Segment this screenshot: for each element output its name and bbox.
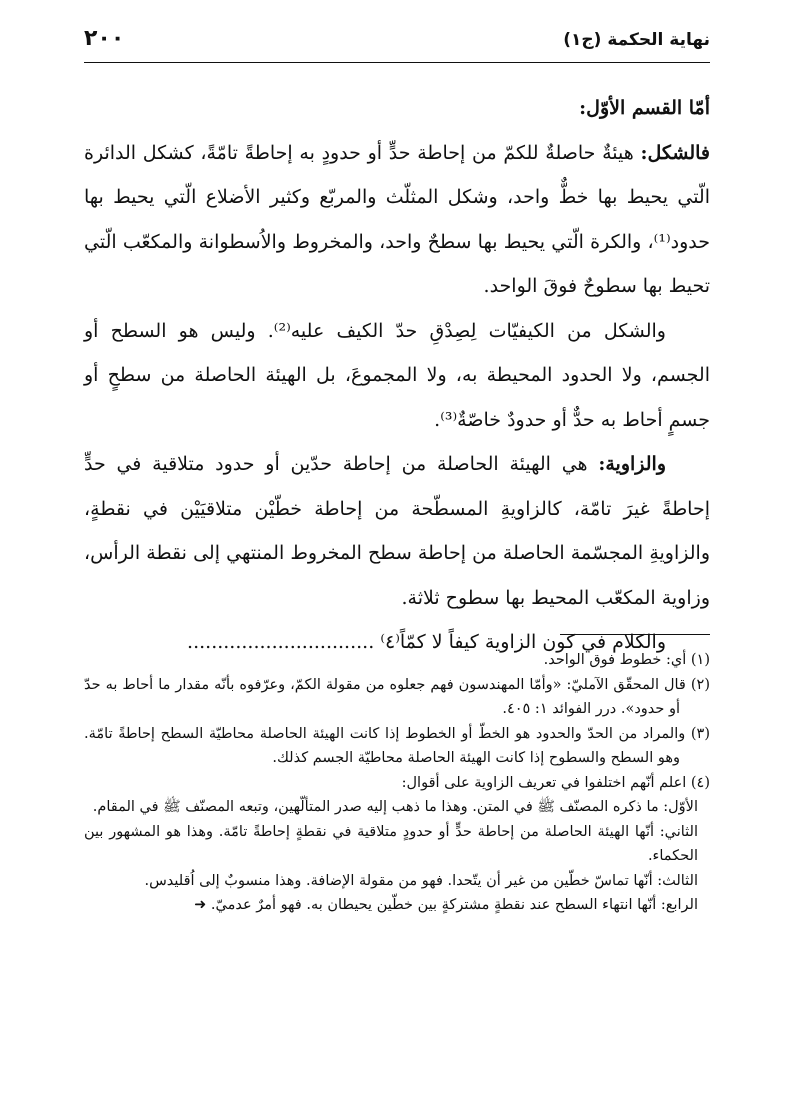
footnote-1: (١) أي: خطوط فوق الواحد.: [543, 652, 710, 668]
angle-paragraph: [84, 442, 710, 620]
footnote-4-fourth-view: [84, 893, 710, 918]
footnote-4-fourth-text: الرابع: أنّها انتهاء السطح عند نقطةٍ مشتركةٍ بين خطّين يحيطان به. فهو أمرٌ عدميّ.: [210, 897, 698, 913]
footnote-4-second-view: الثاني: أنّها الهيئة الحاصلة من إحاطة حدٍّ أو حدودٍ متلاقية في نقطةٍ إحاطةً تامّة. وهذا هو المشهور بين الحكماء.: [84, 823, 698, 864]
shape-definition: هيئةٌ حاصلةٌ للكمّ من إحاطة حدٍّ أو حدودٍ به إحاطةً تامّةً، كشكل الدائرة الّتي يحيط بها خطٌّ واحد، وشكل المثلّث والمربّع وكثير الأضلاع الّتي يحيط بها حدود⁽¹⁾، والكرة الّتي يحيط بها سطحٌ واحد، والمخروط والاُسطوانة والمكعّب الّتي تحيط بها سطوحٌ فوقَ الواحد.: [84, 141, 710, 297]
main-text: [84, 86, 710, 665]
book-title: نهاية الحكمة (ج١): [563, 30, 710, 50]
angle-quality: والكلام في كون الزاوية كيفاً لا كمّاً⁽٤⁾: [380, 631, 666, 653]
running-header: [84, 26, 710, 62]
footnote-4-third-view: الثالث: أنّها تماسّ خطّين من غير أن يتّحدا. فهو من مقولة الإضافة. وهذا منسوبٌ إلى اُقليدس.: [144, 872, 698, 889]
shape-term: فالشكل:: [640, 141, 710, 164]
footnote-divider: [560, 634, 710, 635]
footnote-2: (٢) قال المحقّق الآمليّ: «وأمّا المهندسون فهم جعلوه من مقولة الكمّ، وعرّفوه بأنّه مقدار ما أحاط به حدّ أو حدود». درر الفوائد ١: ٤٠٥.: [84, 676, 710, 717]
shape-category-paragraph: والشكل من الكيفيّات لِصِدْقِ حدّ الكيف عليه⁽²⁾. وليس هو السطح أو الجسم، ولا الحدود المحيطة به، ولا المجموعَ، بل الهيئة الحاصلة من سطحٍ أو جسمٍ أحاط به حدٌّ أو حدودٌ خاصّةٌ⁽³⁾.: [84, 319, 710, 431]
header-divider: [84, 62, 710, 63]
footnotes: [84, 648, 710, 918]
shape-paragraph: [84, 131, 710, 309]
section-heading: أمّا القسم الأوّل:: [579, 97, 710, 119]
footnote-3: (٣) والمراد من الحدّ والحدود هو الخطّ أو الخطوط إذا كانت الهيئة الحاصلة محاطيّة السطح إحاطةً تامّة. وهو السطح والسطوح إذا كانت الهيئة الحاصلة محاطيّة الجسم كذلك.: [84, 725, 710, 766]
page-number: ٢٠٠: [84, 26, 125, 51]
angle-definition: هي الهيئة الحاصلة من إحاطة حدّين أو حدود متلاقية في حدٍّ إحاطةً غيرَ تامّة، كالزاويةِ المسطّحة من إحاطة خطّيْن متلاقيَيْن في نقطةٍ، والزاويةِ المجسّمة الحاصلة من إحاطة سطح المخروط المنتهي إلى نقطة الرأس، وزاوية المكعّب المحيط بها سطوح ثلاثة.: [84, 453, 710, 609]
angle-term: والزاوية:: [598, 453, 667, 475]
continue-arrow-icon: ➜: [194, 897, 207, 913]
footnote-4: (٤) اعلم أنّهم اختلفوا في تعريف الزاوية على أقوال:: [401, 774, 710, 791]
trailing-dots: ...............................: [187, 631, 375, 653]
footnote-4-first-view: الأوّل: ما ذكره المصنّف ﷺ في المتن. وهذا ما ذهب إليه صدر المتألّهين، وتبعه المصنّف ﷺ في المقام.: [92, 799, 698, 815]
